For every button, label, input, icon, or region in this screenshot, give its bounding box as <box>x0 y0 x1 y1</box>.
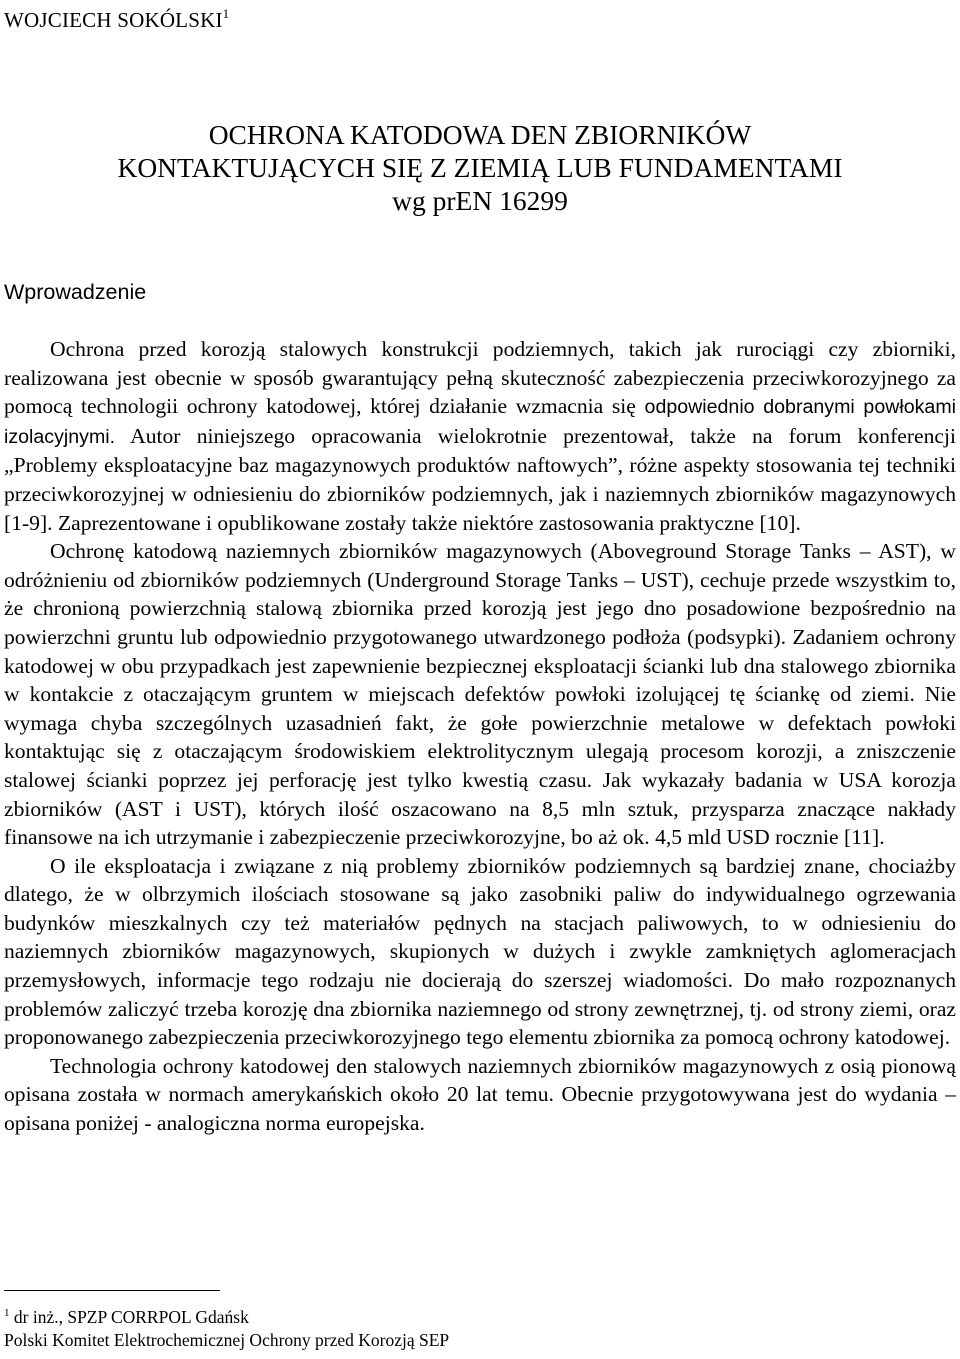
paragraph-1-part-a: Ochrona przed korozją stalowych konstrukcji podziemnych, takich jak rurociągi czy zbiorniki, realizowana jest obecnie w sposób gwarantujący pełną skuteczność zabezpieczenia przeciwkorozyjnego za pomocą technologii ochrony katodowej, której działanie wzmacnia się <box>4 337 956 419</box>
paragraph-4: Technologia ochrony katodowej den stalowych naziemnych zbiorników magazynowych z osią pionową opisana została w normach amerykańskich około 20 lat temu. Obecnie przygotowywana jest do wydania – opisana poniżej - analogiczna norma europejska. <box>4 1053 956 1136</box>
paragraph-1-part-c: Autor niniejszego opracowania wielokrotnie prezentował, także na forum konferencji „Problemy eksploatacyjne baz magazynowych produktów naftowych”, różne aspekty stosowania tej techniki przeciwkorozyjnej w odniesieniu do zbiorników podziemnych, jak i naziemnych zbiorników magazynowych [1-9]. Zaprezentowane i opublikowane zostały także niektóre zastosowania praktyczne [10]. <box>4 423 956 535</box>
paragraph-3: O ile eksploatacja i związane z nią problemy zbiorników podziemnych są bardziej znane, chociażby dlatego, że w olbrzymich ilościach stosowane są jako zasobniki paliw do indywidualnego ogrzewania budynków mieszkalnych czy też materiałów pędnych na stacjach paliwowych, to w odniesieniu do naziemnych zbiorników magazynowych, skupionych w dużych i zwykle zamkniętych aglomeracjach przemysłowych, informacje tego rodzaju nie docierają do szerszej wiadomości. Do mało rozpoznanych problemów zaliczyć trzeba korozję dna zbiornika naziemnego od strony zewnętrznej, tj. od strony ziemi, oraz proponowanego zabezpieczenia przeciwkorozyjnego tego elementu zbiornika za pomocą ochrony katodowej. <box>4 853 956 1050</box>
footnote <box>4 1302 449 1352</box>
footnote-mark: 1 <box>4 1307 10 1319</box>
paragraph-1 <box>4 335 956 537</box>
body-text <box>4 335 956 1138</box>
footnote-line-2: Polski Komitet Elektrochemicznej Ochrony przed Korozją SEP <box>4 1330 450 1350</box>
author-footnote-mark: 1 <box>222 6 230 21</box>
title-line-3: wg prEN 16299 <box>392 185 568 216</box>
author-name <box>4 6 229 33</box>
author-name-text: WOJCIECH SOKÓLSKI <box>4 8 223 32</box>
footnote-line-1 <box>4 1302 449 1329</box>
section-heading: Wprowadzenie <box>4 280 147 304</box>
document-title <box>0 118 960 217</box>
title-line-1: OCHRONA KATODOWA DEN ZBIORNIKÓW <box>208 119 752 150</box>
title-line-2: KONTAKTUJĄCYCH SIĘ Z ZIEMIĄ LUB FUNDAMENTAMI <box>117 152 843 183</box>
paragraph-1-part-b: odpowiednio dobranymi powłokami izolacyjnymi. <box>4 396 956 448</box>
footnote-affiliation: dr inż., SPZP CORRPOL Gdańsk <box>9 1307 249 1327</box>
paragraph-2: Ochronę katodową naziemnych zbiorników magazynowych (Aboveground Storage Tanks – AST), w odróżnieniu od zbiorników podziemnych (Underground Storage Tanks – UST), cechuje przede wszystkim to, że chronioną powierzchnią stalową zbiornika przed korozją jest jego dno posadowione bezpośrednio na powierzchni gruntu lub odpowiednio przygotowanego utwardzonego podłoża (podsypki). Zadaniem ochrony katodowej w obu przypadkach jest zapewnienie bezpiecznej eksploatacji ścianki lub dna stalowego zbiornika w kontakcie z otaczającym gruntem w miejscach defektów powłoki izolującej tę ściankę od ziemi. Nie wymaga chyba szczególnych uzasadnień fakt, że gołe powierzchnie metalowe w defektach powłoki kontaktując się z otaczającym środowiskiem elektrolitycznym ulegają procesom korozji, a zniszczenie stalowej ścianki poprzez jej perforację jest tylko kwestią czasu. Jak wykazały badania w USA korozja zbiorników (AST i UST), których ilość oszacowano na 8,5 mln sztuk, przysparza znaczące nakłady finansowe na ich utrzymanie i zabezpieczenie przeciwkorozyjne, bo aż ok. 4,5 mld USD rocznie [11]. <box>4 539 956 850</box>
footnote-separator <box>4 1290 220 1291</box>
